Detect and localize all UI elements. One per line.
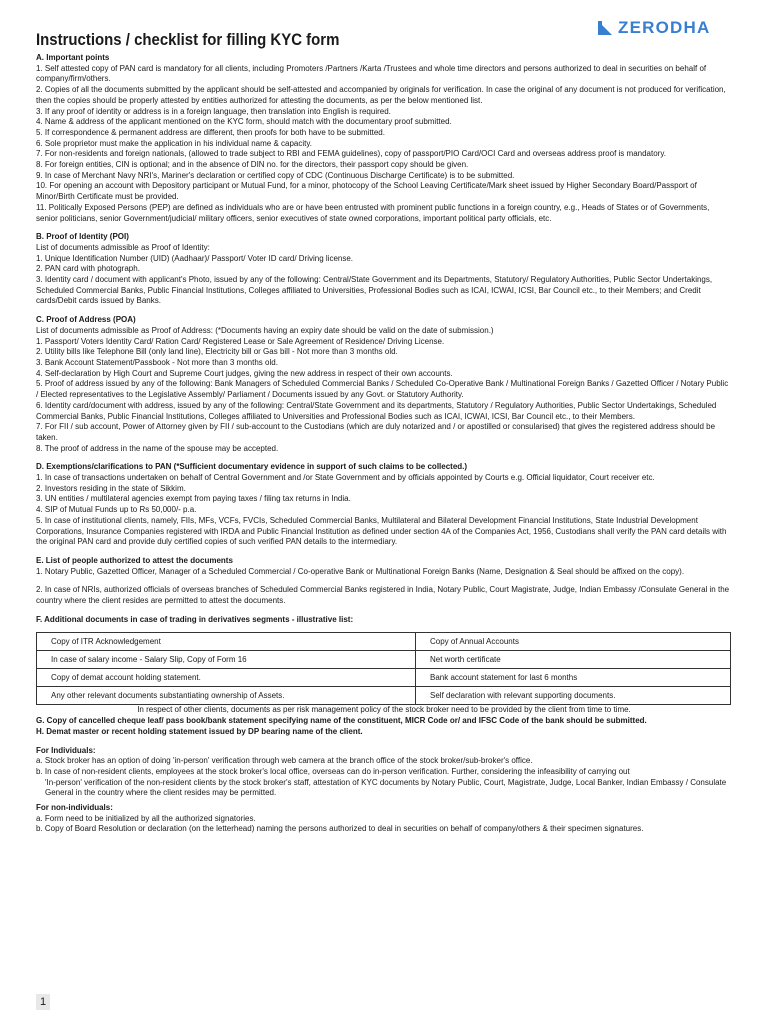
list-item: 1. In case of transactions undertaken on behalf of Central Government and /or State Government and by officials appointed by Courts e.g. Official liquidator, Court receiver etc. <box>36 473 655 483</box>
brand-name: ZERODHA <box>618 18 711 37</box>
table-cell: Self declaration with relevant supporting documents. <box>416 687 731 705</box>
section-e <box>36 556 732 607</box>
section-g-h <box>36 716 732 737</box>
list-item: 6. Sole proprietor must make the application in his individual name & capacity. <box>36 138 312 148</box>
list-item: 7. For non-residents and foreign nationals, (allowed to trade subject to RBI and FEMA guidelines), copy of passport/PIO Card/OCI Card and overseas address proof is mandatory. <box>36 149 666 159</box>
list-item: 6. Identity card/document with address, issued by any of the following: Central/State Government and its departments, Statutory / Regulatory Authorities, Public Sector Undertakings, Scheduled Commercial Banks, Public Financial Institutions, Colleges affiliated to Universities and Professional Bodies such as ICAI, ICWAI, ICSI, Bar Council etc., to their Members. <box>36 400 717 421</box>
non-individuals-section <box>36 803 732 835</box>
section-b <box>36 232 732 307</box>
section-heading: G. Copy of cancelled cheque leaf/ pass book/bank statement specifying name of the constituent, MICR Code or/ and IFSC Code of the bank should be submitted. <box>36 716 647 726</box>
page-number: 1 <box>36 994 50 1010</box>
section-heading: F. Additional documents in case of trading in derivatives segments - illustrative list: <box>36 614 354 624</box>
individuals-section <box>36 746 732 800</box>
section-heading: For non-individuals: <box>36 803 113 813</box>
page-title: Instructions / checklist for filling KYC form <box>36 30 340 49</box>
table-cell: Bank account statement for last 6 months <box>416 669 731 687</box>
list-item: 11. Politically Exposed Persons (PEP) are defined as individuals who are or have been entrusted with prominent public functions in a foreign country, e.g., Heads of States or of Governments, senior politicians, senior Government/judicial/ military officers, senior executives of state owned corporations, important political party officials, etc. <box>36 202 710 223</box>
list-item: a. Form need to be initialized by all the authorized signatories. <box>36 813 256 823</box>
section-d <box>36 462 732 548</box>
kyc-instructions-page <box>36 18 732 835</box>
section-heading: B. Proof of Identity (POI) <box>36 232 129 242</box>
list-item: 2. PAN card with photograph. <box>36 264 140 274</box>
list-item: a. Stock broker has an option of doing 'in-person' verification through web camera at the branch office of the stock broker/sub-broker's office. <box>36 756 533 766</box>
list-item: 2. In case of NRIs, authorized officials of overseas branches of Scheduled Commercial Banks registered in India, Notary Public, Court Magistrate, Judge, Indian Embassy /Consulate General in the country where the client resides are permitted to attest the documents. <box>36 585 730 606</box>
list-item: 4. Name & address of the applicant mentioned on the KYC form, should match with the documentary proof submitted. <box>36 117 452 127</box>
list-item: 3. UN entities / multilateral agencies exempt from paying taxes / filing tax returns in India. <box>36 494 351 504</box>
list-item: 4. SIP of Mutual Funds up to Rs 50,000/- p.a. <box>36 505 197 515</box>
list-item: 3. If any proof of identity or address is in a foreign language, then translation into English is required. <box>36 106 391 116</box>
table-cell: Copy of Annual Accounts <box>416 633 731 651</box>
list-item-continuation: 'In-person' verification of the non-resident clients by the stock broker's staff, attestation of KYC documents by Notary Public, Court, Magistrate, Judge, Local Banker, Indian Embassy / Consulate General in the country where the client resides may be permitted. <box>45 777 727 798</box>
section-heading: H. Demat master or recent holding statement issued by DP bearing name of the client. <box>36 726 363 736</box>
list-item: 3. Bank Account Statement/Passbook - Not more than 3 months old. <box>36 357 278 367</box>
list-item: 9. In case of Merchant Navy NRI's, Mariner's declaration or certified copy of CDC (Continuous Discharge Certificate) is to be submitted. <box>36 170 515 180</box>
list-item: 10. For opening an account with Depository participant or Mutual Fund, for a minor, photocopy of the School Leaving Certificate/Mark sheet issued by Higher Secondary Board/Passport of Minor/Birth Certificate must be provided. <box>36 181 697 202</box>
table-row <box>37 651 731 669</box>
list-item: b. Copy of Board Resolution or declaration (on the letterhead) naming the persons authorized to deal in securities on behalf of company/others & their specimen signatures. <box>36 824 644 834</box>
section-f <box>36 615 732 716</box>
section-heading: For Individuals: <box>36 745 96 755</box>
list-item: 2. Investors residing in the state of Sikkim. <box>36 483 186 493</box>
section-heading: D. Exemptions/clarifications to PAN (*Sufficient documentary evidence in support of such claims to be collected.) <box>36 462 468 472</box>
table-cell: Net worth certificate <box>416 651 731 669</box>
table-cell: Copy of ITR Acknowledgement <box>37 633 416 651</box>
section-heading: A. Important points <box>36 53 110 62</box>
section-heading: E. List of people authorized to attest the documents <box>36 555 233 565</box>
list-item: 8. For foreign entities, CIN is optional; and in the absence of DIN no. for the directors, their passport copy should be given. <box>36 160 469 170</box>
section-c <box>36 315 732 454</box>
list-item: 2. Copies of all the documents submitted by the applicant should be self-attested and accompanied by originals for verification. In case the original of any document is not produced for verification, then the copies should be properly attested by entities authorized for attesting the documents, as per the below mentioned list. <box>36 85 726 105</box>
list-item: 5. Proof of address issued by any of the following: Bank Managers of Scheduled Commercial Banks / Scheduled Co-Operative Bank / Multinational Foreign Banks / Gazetted Officer / Notary Public / Elected representatives to the Legislative Assembly/ Parliament / Documents issued by any Govt. or Statutory Authority. <box>36 379 729 400</box>
list-item: 4. Self-declaration by High Court and Supreme Court judges, giving the new address in respect of their own accounts. <box>36 368 453 378</box>
list-item: 7. For FII / sub account, Power of Attorney given by FII / sub-account to the Custodians (which are duly notarized and / or apostilled or consularised) that gives the registered address should be taken. <box>36 422 716 442</box>
list-item: b. In case of non-resident clients, employees at the stock broker's local office, overseas can do in-person verification. Further, considering the infeasibility of carrying out <box>36 766 630 776</box>
section-heading: C. Proof of Address (POA) <box>36 315 136 325</box>
table-cell: Any other relevant documents substantiating ownership of Assets. <box>37 687 416 705</box>
table-row <box>37 633 731 651</box>
table-cell: Copy of demat account holding statement. <box>37 669 416 687</box>
table-note: In respect of other clients, documents as per risk management policy of the stock broker need to be provided by the client from time to time. <box>137 705 631 715</box>
list-item: 1. Self attested copy of PAN card is mandatory for all clients, including Promoters /Partners /Karta /Trustees and whole time directors and persons authorized to deal in securities on behalf of company/firm/others. <box>36 63 707 84</box>
list-item: 1. Passport/ Voters Identity Card/ Ration Card/ Registered Lease or Sale Agreement of Residence/ Driving License. <box>36 336 445 346</box>
section-a <box>36 53 732 224</box>
list-item: 8. The proof of address in the name of the spouse may be accepted. <box>36 443 279 453</box>
list-item: 1. Notary Public, Gazetted Officer, Manager of a Scheduled Commercial / Co-operative Bank or Multinational Foreign Banks (Name, Designation & Seal should be affixed on the copy). <box>36 566 685 576</box>
list-item: 1. Unique Identification Number (UID) (Aadhaar)/ Passport/ Voter ID card/ Driving license. <box>36 253 354 263</box>
list-item: 5. In case of institutional clients, namely, FIIs, MFs, VCFs, FVCIs, Scheduled Commercial Banks, Multilateral and Bilateral Development Financial Institutions, State Industrial Development Corporations, Insurance Companies registered with IRDA and Public Financial Institution as defined under section 4A of the Companies Act, 1956, Custodians shall verify the PAN card details with the original PAN card and provide duly certified copies of such verified PAN details to the intermediary. <box>36 515 727 547</box>
list-item: 5. If correspondence & permanent address are different, then proofs for both have to be submitted. <box>36 127 385 137</box>
derivatives-documents-table <box>36 632 731 705</box>
list-item: 2. Utility bills like Telephone Bill (only land line), Electricity bill or Gas bill - Not more than 3 months old. <box>36 347 398 357</box>
list-item: 3. Identity card / document with applicant's Photo, issued by any of the following: Central/State Government and its Departments, Statutory/ Regulatory Authorities, Public Sector Undertakings, Scheduled Commercial Banks, Public Financial Institutions, Colleges affiliated to Universities, Professional Bodies such as ICAI, ICWAI, ICSI, Bar Council etc., to their Members; and Credit cards/Debit cards issued by Banks. <box>36 275 713 306</box>
list-item: List of documents admissible as Proof of Identity: <box>36 242 210 252</box>
table-row <box>37 687 731 705</box>
list-item: List of documents admissible as Proof of Address: (*Documents having an expiry date should be valid on the date of submission.) <box>36 325 494 335</box>
table-row <box>37 669 731 687</box>
table-cell: In case of salary income - Salary Slip, Copy of Form 16 <box>37 651 416 669</box>
